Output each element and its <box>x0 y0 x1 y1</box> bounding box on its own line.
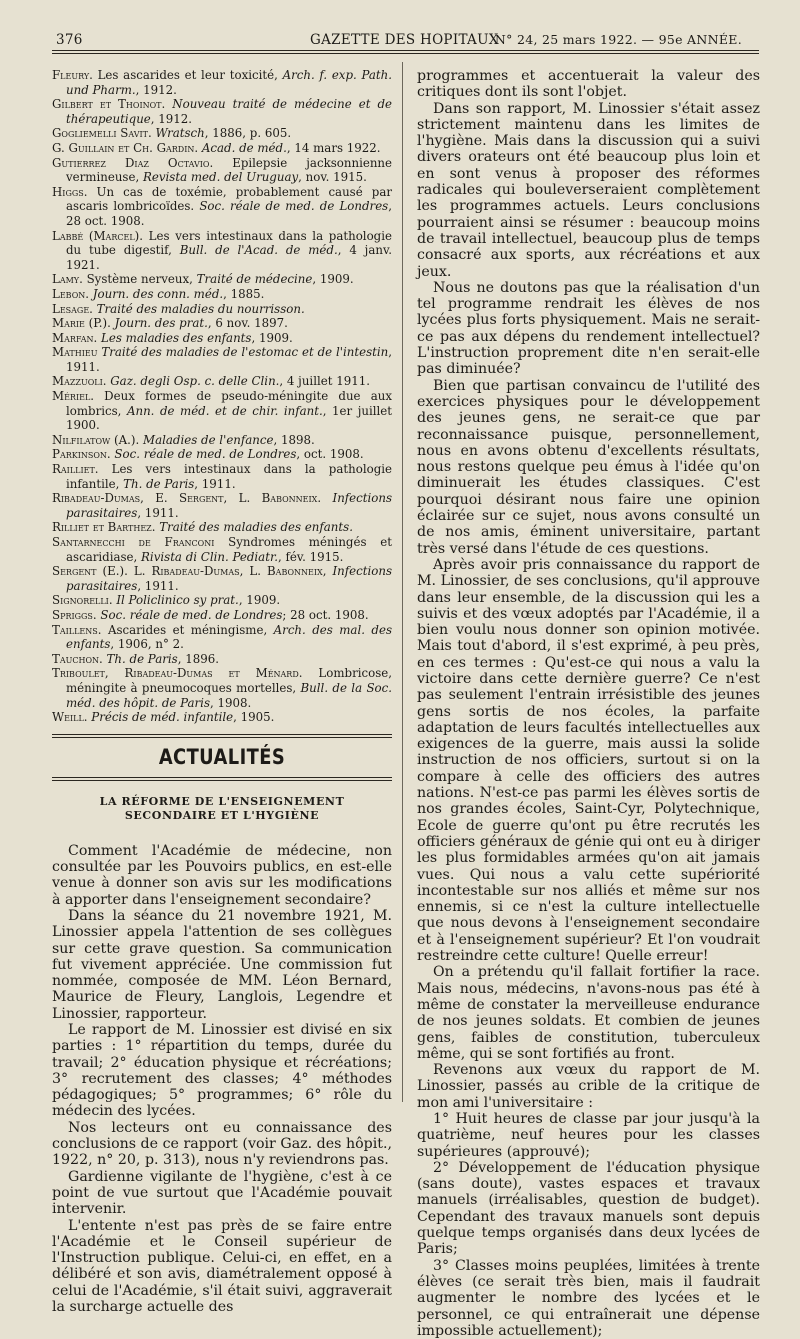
bibliography-entry <box>52 462 392 491</box>
bibliography-entry <box>52 447 392 462</box>
entry-details: , 1911. <box>137 505 179 520</box>
article-paragraph: Dans son rapport, M. Linossier s'était assez strictement maintenu dans les limites de l'hygiène. Mais dans la discussion qui a suivi divers orateurs ont été beaucoup plus loin et en sont venus à proposer des réformes radicales qui bouleverseraient complètement les programmes actuels. Leurs conclusions pourraient ainsi se résumer : beaucoup moins de travail intellectuel, beaucoup plus de temps consacré aux sports, aux récréations et aux jeux. <box>417 100 760 280</box>
entry-author: Marfan. <box>52 330 98 345</box>
entry-details: , fév. 1915. <box>278 549 344 564</box>
bibliography-entry <box>52 389 392 433</box>
entry-author: Mériel. <box>52 389 95 404</box>
bibliography-entry <box>52 433 392 448</box>
entry-details: ; 28 oct. 1908. <box>282 607 369 622</box>
entry-details: , nov. 1915. <box>298 170 367 185</box>
entry-source: Maladies de l'enfance <box>143 432 274 447</box>
entry-author: Lebon. <box>52 286 90 301</box>
bibliography-entry <box>52 374 392 389</box>
header-rule-thin <box>52 53 759 54</box>
article-paragraph: Après avoir pris connaissance du rapport de M. Linossier, de ses conclusions, qu'il approuve dans leur ensemble, de la discussion qui les a suivis et des vœux adoptés par l'Académie, il a bien voulu nous donner son opinion motivée. Mais tout d'abord, il s'est exprimé, à peu près, en ces termes : Qu'est-ce qui nous a valu la victoire dans cette dernière guerre? Ce n'est pas seulement l'entrain irrésistible des jeunes gens sortis de nos écoles, la parfaite adaptation de leurs facultés intellectuelles aux exigences de la guerre, mais aussi la solide instruction de nos officiers, surtout si on la compare à celle des officiers des autres nations. N'est-ce pas parmi les élèves sortis de nos grandes écoles, Saint-Cyr, Polytechnique, Ecole de guerre qu'ont pu être recrutés les officiers généraux de génie qui ont eu à diriger les plus formidables armées qu'on ait jamais vues. Qui nous a valu cette supériorité incontestable sur nos alliés et même sur nos ennemis, si ce n'est la culture intellectuelle que nous devons à l'enseignement secondaire et à l'enseignement supérieur? Et l'on voudrait restreindre cette culture! Quelle erreur! <box>417 556 760 965</box>
article-paragraph: 1° Huit heures de classe par jour jusqu'à la quatrième, neuf heures pour les classes supérieures (approuvé); <box>417 1111 760 1160</box>
entry-details: , 1912. <box>135 82 177 97</box>
article-paragraph: programmes et accentuerait la valeur des critiques dont ils sont l'objet. <box>417 68 760 101</box>
entry-author: Labbé (Marcel). <box>52 228 143 243</box>
article-paragraph: 3° Classes moins peuplées, limitées à trente élèves (ce serait très bien, mais il faudrait augmenter le nombre des lycées et le personnel, ce qui entraînerait une dépense impossible actuellement); <box>417 1257 760 1339</box>
bibliography-entry <box>52 229 392 273</box>
entry-details: , oct. 1908. <box>296 447 364 462</box>
entry-details: , 1896. <box>177 651 219 666</box>
entry-author: Lamy. <box>52 272 83 287</box>
entry-details: , 1909. <box>251 330 293 345</box>
bibliography-entry <box>52 302 392 317</box>
entry-details: , 1911. <box>137 578 179 593</box>
bibliography-entry <box>52 156 392 185</box>
entry-details: , 1898. <box>273 432 315 447</box>
journal-title: GAZETTE DES HOPITAUX <box>310 32 499 48</box>
entry-details: , 14 mars 1922. <box>286 140 381 155</box>
bibliography-entry <box>52 272 392 287</box>
entry-author: Gutierrez Diaz Octavio. <box>52 155 214 170</box>
entry-details: , 1885. <box>223 286 265 301</box>
entry-source: Les maladies des enfants <box>101 330 252 345</box>
entry-text: Syndromes méningés et ascaridiase, <box>66 535 392 564</box>
section-rule-top <box>52 734 392 735</box>
entry-source: Traité des maladies de l'estomac et de l'intestin <box>101 345 389 360</box>
article-body-left <box>52 843 392 1316</box>
article-body-right <box>417 68 760 1339</box>
section-rule-bottom-thin <box>52 780 392 781</box>
right-column <box>417 68 760 1339</box>
bibliography-entry <box>52 68 392 97</box>
entry-author: Triboulet, Ribadeau-Dumas et Ménard. <box>52 666 303 681</box>
entry-details: , 28 oct. 1908. <box>66 199 392 228</box>
entry-text: Les vers intestinaux dans la pathologie du tube digestif, <box>66 228 392 258</box>
entry-source: Nouveau traité de médecine et de thérapeutique <box>66 97 392 126</box>
entry-source: Soc. réale de med. de Londres <box>114 447 297 462</box>
bibliography-entry <box>52 491 392 520</box>
entry-author: Nilfilatow (A.). <box>52 432 140 447</box>
left-column <box>52 68 392 1315</box>
entry-source: Revista med. del Uruguay <box>142 170 299 185</box>
entry-author: Marie (P.). <box>52 316 111 331</box>
entry-author: G. Guillain et Ch. Gardin. <box>52 140 199 155</box>
bibliography-entry <box>52 535 392 564</box>
bibliography-entry <box>52 345 392 374</box>
entry-source: Précis de méd. infantile <box>91 710 234 725</box>
entry-details: , 1er juillet 1900. <box>66 403 392 433</box>
entry-author: Rilliet et Barthez. <box>52 520 156 535</box>
entry-details: , 1886, p. 605. <box>204 126 292 141</box>
entry-author: Gilbert et Thoinot. <box>52 97 166 112</box>
entry-author: Lesage. <box>52 301 93 316</box>
article-paragraph: L'entente n'est pas près de se faire entre l'Académie et le Conseil supérieur de l'Instruction publique. Celui-ci, en effet, en a délibéré et son avis, diamétralement opposé à celui de l'Académie, s'il était suivi, aggraverait la surcharge actuelle des <box>52 1217 392 1316</box>
entry-source: Acad. de méd. <box>201 140 287 155</box>
entry-author: Railliet. <box>52 462 99 477</box>
entry-details: , 4 janv. 1921. <box>66 243 392 272</box>
entry-source: Th. de Paris <box>123 476 195 491</box>
entry-details: , 1909. <box>312 272 354 287</box>
entry-details: , 1912. <box>150 111 193 126</box>
entry-author: Sergent (E.). L. Ribadeau-Dumas, L. Babonneix, <box>52 564 327 579</box>
entry-details: , 1905. <box>233 710 275 725</box>
entry-details: , 1909. <box>238 593 281 608</box>
article-subtitle: LA RÉFORME DE L'ENSEIGNEMENT SECONDAIRE ET L'HYGIÈNE <box>99 794 345 822</box>
bibliography-entry <box>52 608 392 623</box>
section-title: ACTUALITÉS <box>158 744 286 769</box>
entry-source: Soc. réale de med. de Londres <box>199 199 389 214</box>
article-paragraph: Revenons aux vœux du rapport de M. Linossier, passés au crible de la critique de mon ami l'universitaire : <box>417 1062 760 1111</box>
bibliography-entry <box>52 520 392 535</box>
bibliography-entry <box>52 710 392 725</box>
entry-source: Traité des maladies du nourrisson. <box>96 301 305 316</box>
entry-author: Tauchon. <box>52 651 103 666</box>
entry-text: Les vers intestinaux dans la pathologie infantile, <box>66 462 392 491</box>
section-rule-top-thin <box>52 737 392 738</box>
entry-author: Mathieu <box>52 345 98 360</box>
article-paragraph: Bien que partisan convaincu de l'utilité des exercices physiques pour le développement des jeunes gens, ne serait-ce que par reconnaissance puisque, personnellement, nous en avons obtenu d'excellents résultats, nous restons quelque peu émus à l'idée qu'on diminuerait les études classiques. C'est pourquoi désirant nous faire une opinion éclairée sur ce sujet, nous avons consulté un de nos amis, éminent universitaire, partant très versé dans l'étude de ces questions. <box>417 377 760 557</box>
header-rule <box>52 50 759 51</box>
entry-text: Les ascarides et leur toxicité, <box>92 68 283 82</box>
entry-source: Soc. réale de med. de Londres <box>100 607 283 622</box>
entry-text: Ascarides et méningisme, <box>101 622 274 637</box>
article-paragraph: Comment l'Académie de médecine, non consultée par les Pouvoirs publics, en est-elle venue à donner son avis sur les modifications à apporter dans l'enseignement secondaire? <box>52 842 392 908</box>
entry-text: Un cas de toxémie, probablement causé par ascaris lombricoïdes. <box>66 184 392 214</box>
entry-source: Traité des maladies des enfants. <box>159 520 353 535</box>
entry-author: Signorelli. <box>52 593 113 608</box>
entry-source: Bull. de l'Acad. de méd. <box>179 243 338 258</box>
entry-details: , 1911. <box>194 476 236 491</box>
entry-text: Lombricose, méningite à pneumocoques mortelles, <box>66 666 392 695</box>
entry-source: Journ. des prat. <box>114 316 208 331</box>
entry-source: Th. de Paris <box>106 651 178 666</box>
entry-text: Système nerveux, <box>82 272 197 287</box>
entry-source: Arch. des mal. des enfants <box>66 622 393 652</box>
entry-source: Rivista di Clin. Pediatr. <box>141 549 279 564</box>
entry-source: Journ. des conn. méd. <box>92 286 224 301</box>
bibliography-entry <box>52 185 392 229</box>
bibliography-entry <box>52 287 392 302</box>
entry-source: Gaz. degli Osp. c. delle Clin. <box>110 374 280 389</box>
entry-text: Epilepsie jacksonnienne vermineuse, <box>66 155 392 185</box>
entry-source: Arch. f. exp. Path. und Pharm. <box>66 68 392 97</box>
entry-details: , 6 nov. 1897. <box>207 316 288 331</box>
entry-author: Fleury. <box>52 68 93 82</box>
bibliography-entry <box>52 666 392 710</box>
article-paragraph: Nous ne doutons pas que la réalisation d'un tel programme rendrait les élèves de nos lycées plus forts physiquement. Mais ne serait-ce pas aux dépens du rendement intellectuel? L'instruction proprement dite n'en serait-elle pas diminuée? <box>417 279 760 378</box>
section-rule-bottom <box>52 777 392 778</box>
entry-source: Infections parasitaires <box>66 491 393 520</box>
entry-text <box>321 491 332 505</box>
entry-source: Il Policlinico sy prat. <box>116 593 239 608</box>
page-number: 376 <box>56 32 83 48</box>
entry-source: Bull. de la Soc. méd. des hôpit. de Paris <box>66 680 392 710</box>
entry-source: Wratsch <box>155 126 205 141</box>
bibliography-entry <box>52 141 392 156</box>
article-paragraph: On a prétendu qu'il fallait fortifier la race. Mais nous, médecins, n'avons-nous pas été à même de constater la merveilleuse endurance de nos jeunes soldats. Et combien de jeunes gens, faibles de constitution, tuberculeux même, qui se sont fortifiés au front. <box>417 964 760 1062</box>
entry-author: Mazzuoli. <box>52 374 107 389</box>
bibliography-entry <box>52 652 392 667</box>
entry-author: Santarnecchi de Franconi <box>52 535 215 549</box>
page-header <box>52 30 772 52</box>
entry-author: Gogliemelli Savit. <box>52 126 152 141</box>
article-paragraph: Nos lecteurs ont eu connaissance des conclusions de ce rapport (voir Gaz. des hôpit., 1922, n° 20, p. 313), nous n'y reviendrons pas. <box>52 1119 392 1169</box>
article-paragraph: Dans la séance du 21 novembre 1921, M. Linossier appela l'attention de ses collègues sur cette grave question. Sa communication fut vivement appréciée. Une commission fut nommée, composée de MM. Léon Bernard, Maurice de Fleury, Langlois, Legendre et Linossier, rapporteur. <box>52 907 392 1022</box>
entry-author: Spriggs. <box>52 607 97 622</box>
article-paragraph: Le rapport de M. Linossier est divisé en six parties : 1° répartition du temps, durée du travail; 2° éducation physique et récréations; 3° recrutement des classes; 4° méthodes pédagogiques; 5° programmes; 6° rôle du médecin des lycées. <box>52 1021 392 1120</box>
entry-details: , 1906, n° 2. <box>110 637 184 652</box>
bibliography-entry <box>52 593 392 608</box>
bibliography-entry <box>52 126 392 141</box>
entry-source: Traité de médecine <box>196 272 313 287</box>
article-paragraph: 2° Développement de l'éducation physique (sans doute), vastes espaces et travaux manuels (irréalisables, question de budget). Cependant des travaux manuels sont depuis quelque temps organisés dans deux lycées de Paris; <box>417 1159 760 1258</box>
bibliography-entry <box>52 97 392 126</box>
bibliography-entry <box>52 331 392 346</box>
entry-author: Ribadeau-Dumas, E. Sergent, L. Babonneix. <box>52 491 322 506</box>
bibliography-entry <box>52 623 392 652</box>
entry-details: , 4 juillet 1911. <box>279 374 370 389</box>
entry-author: Taillens. <box>52 622 102 637</box>
article-paragraph: Gardienne vigilante de l'hygiène, c'est à ce point de vue surtout que l'Académie pouvait intervenir. <box>52 1168 392 1218</box>
issue-info: N° 24, 25 mars 1922. — 95e ANNÉE. <box>494 32 742 47</box>
bibliography-entry <box>52 316 392 331</box>
bibliography <box>52 68 392 725</box>
entry-author: Higgs. <box>52 184 88 199</box>
entry-source: Infections parasitaires <box>66 564 392 593</box>
entry-source: Ann. de méd. et de chir. infant. <box>126 403 323 418</box>
entry-details: , 1911. <box>66 345 392 374</box>
entry-author: Weill. <box>52 710 88 725</box>
entry-author: Parkinson. <box>52 447 111 462</box>
entry-text: Deux formes de pseudo-méningite due aux lombrics, <box>66 389 392 418</box>
entry-details: , 1908. <box>210 695 252 710</box>
column-divider <box>402 62 403 1102</box>
bibliography-entry <box>52 564 392 593</box>
